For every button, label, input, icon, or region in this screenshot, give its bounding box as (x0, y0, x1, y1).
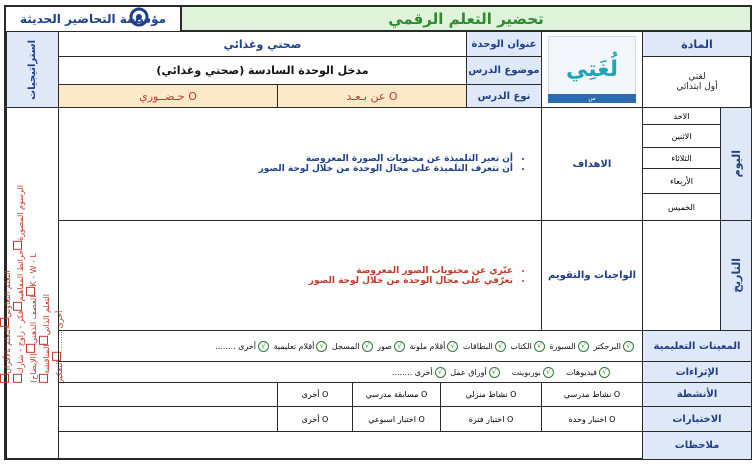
days-item-3[interactable]: الأربعاء (642, 168, 721, 194)
type-inperson[interactable] (58, 84, 278, 108)
day-label-text: اليوم (729, 150, 743, 178)
objectives-label-text: الاهداف (572, 158, 612, 170)
activity-option-2[interactable]: مسابقة مدرسي O (352, 382, 441, 407)
aids-label: المعينات التعليمية (642, 330, 752, 362)
book-cover (541, 31, 643, 108)
strategies-label (6, 31, 59, 108)
enrichment-option[interactable]: √أخرى ........ (392, 368, 448, 377)
lesson-label: موضوع الدرس (466, 56, 542, 85)
lesson-text: مدخل الوحدة السادسة (صحتي وغذائي) (156, 64, 369, 77)
page-title: تحضير التعلم الرقمي (388, 9, 544, 28)
days-item-1[interactable]: الاثنين (642, 124, 721, 148)
subject-value (642, 56, 752, 108)
enrichment-label: الإثراءات (642, 361, 752, 383)
strategies-list (3, 107, 64, 460)
aid-option[interactable]: √البرجكتر (593, 342, 636, 351)
aid-option[interactable]: √صور (377, 342, 407, 351)
strategy-item[interactable]: (الإيضاح)العصف الذهنيK - W - L (26, 185, 39, 383)
tests-blank (58, 406, 278, 432)
test-option-2[interactable]: اختبار اسبوعي O (352, 406, 441, 432)
activity-option-1[interactable]: نشاط منزلي O (440, 382, 542, 407)
notes-label: ملاحظات (642, 431, 752, 460)
type-remote[interactable] (277, 84, 467, 108)
activity-blank (58, 382, 278, 407)
enrichment-option[interactable]: √أوراق عمل (450, 368, 501, 377)
enrichment-option[interactable]: √بوربوينت (512, 368, 556, 377)
aids-row (58, 330, 643, 362)
days-item-2[interactable]: الثلاثاء (642, 147, 721, 169)
date-label (720, 220, 752, 331)
title-bar (180, 5, 752, 32)
objectives-content (58, 107, 542, 221)
unit-label: عنوان الوحدة (466, 31, 542, 57)
date-value[interactable] (642, 220, 721, 331)
brand-logo (6, 6, 180, 32)
type-inperson-text: حـضــوري O (139, 89, 197, 103)
type-remote-text: عن بـعـد O (346, 89, 398, 103)
homework-list (309, 266, 527, 286)
tests-label: الاختبارات (642, 406, 752, 432)
book-cover-art (548, 36, 636, 102)
enrichment-row (58, 361, 643, 383)
unit-value (58, 31, 467, 57)
strategies-label-text: استراتيجيات (27, 39, 38, 100)
aid-option[interactable]: √أخرى ........ (215, 342, 271, 351)
objective-item: • أن تتعرف التلميذة على مجال الوحدة من خلال لوحة الصور (259, 164, 513, 174)
brand-name: مؤسسة التحاضير الحديثة (19, 12, 167, 26)
aid-option[interactable]: √المسجل (332, 342, 375, 351)
type-label: نوع الدرس (466, 84, 542, 108)
grade-name: أول ابتدائي (676, 82, 718, 92)
enrichment-options (392, 367, 612, 378)
homework-item: • عبّري عن محتويات الصور المعروضة (309, 266, 513, 276)
objectives-list (259, 154, 527, 174)
test-option-1[interactable]: اختبار فترة O (440, 406, 542, 432)
book-logo: لُغَتِي (566, 56, 618, 82)
activities-label: الأنشطة (642, 382, 752, 407)
objective-item: • أن تعبر التلميذة عن محتويات الصورة المعروضة (259, 154, 513, 164)
date-label-text: التاريخ (729, 258, 743, 293)
test-option-0[interactable]: اختبار وحدة O (541, 406, 643, 432)
strategy-item[interactable]: التعلم التعاونيالتعلم بالأقران (0, 185, 13, 383)
subject-name: لغتي (688, 72, 706, 82)
aid-option[interactable]: √أقلام ملونة (409, 342, 460, 351)
aid-option[interactable]: √الكتاب (510, 342, 546, 351)
test-option-3[interactable]: أخرى O (277, 406, 353, 432)
activity-option-3[interactable]: أخرى O (277, 382, 353, 407)
activity-option-0[interactable]: نشاط مدرسي O (541, 382, 643, 407)
enrichment-option[interactable]: √فيديوهات (566, 368, 612, 377)
strategy-item[interactable]: التعلم الذاتيالمناقشة (39, 185, 52, 383)
homework-label-text: الواجبات والتقويم (548, 270, 636, 281)
book-tag: س (548, 94, 636, 103)
aid-option[interactable]: √أقلام تعليمية (274, 342, 330, 351)
homework-content (58, 220, 542, 331)
homework-label (541, 220, 643, 331)
days-item-0[interactable]: الاحد (642, 107, 721, 125)
aids-options (215, 341, 636, 352)
subject-label: المادة (642, 31, 752, 57)
unit-text: صحتي وغذائي (223, 37, 302, 51)
strategy-item[interactable]: أخرى ........التفكير (52, 185, 65, 383)
aid-option[interactable]: √البطاقات (463, 342, 508, 351)
objectives-label (541, 107, 643, 221)
lesson-value (58, 56, 467, 85)
strategies-column-wrap (0, 185, 65, 383)
notes-field[interactable] (58, 431, 643, 460)
day-label (720, 107, 752, 221)
homework-item: • تعرّفي على مجال الوحدة من خلال لوحة الصور (309, 276, 513, 286)
aid-option[interactable]: √السبورة (549, 342, 590, 351)
strategy-item[interactable]: الرسوم المصورةخرائط المفاهيمفكر - زاوج - شارك (13, 185, 26, 383)
days-item-4[interactable]: الخميس (642, 193, 721, 221)
